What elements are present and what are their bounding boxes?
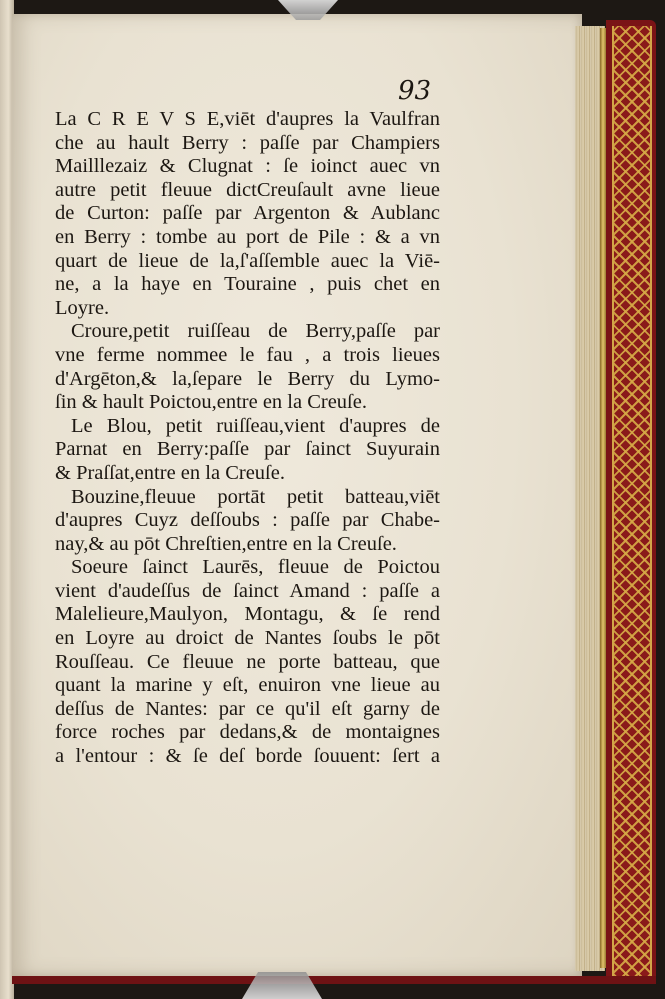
text-line: Rouſſeau. Ce fleuue ne porte batteau, que bbox=[55, 650, 440, 673]
gold-tooled-border bbox=[612, 26, 652, 976]
text-line: Loyre. bbox=[55, 296, 110, 319]
text-line: Malelieure,Maulyon, Montagu, & ſe rend bbox=[55, 603, 440, 626]
text-line: ne, a la haye en Touraine , puis chet en bbox=[55, 273, 440, 296]
text-line: d'aupres Cuyz deſſoubs : paſſe par Chabe- bbox=[55, 509, 440, 532]
text-line: en Berry : tombe au port de Pile : & a vn bbox=[55, 225, 440, 248]
text-line: Mailllezaiz & Clugnat : ſe ioinct auec vn bbox=[55, 155, 440, 178]
text-line: deſſus de Nantes: par ce qu'il eſt garny de bbox=[55, 697, 440, 720]
text-line: Bouzine,fleuue portāt petit batteau,viēt bbox=[71, 485, 440, 508]
text-line: nay,& au pōt Chreſtien,entre en la Creuſe. bbox=[55, 532, 397, 555]
text-line: Croure,petit ruiſſeau de Berry,paſſe par bbox=[71, 320, 440, 343]
text-line: de Curton: paſſe par Argenton & Aublanc bbox=[55, 202, 440, 225]
text-line: a l'entour : & ſe deſ borde ſouuent: ſert a bbox=[55, 745, 440, 768]
text-line: La C R E V S E,viēt d'aupres la Vaulfran bbox=[55, 108, 440, 130]
text-line: & Praſſat,entre en la Creuſe. bbox=[55, 461, 285, 484]
binding-cover-bottom bbox=[12, 976, 656, 984]
text-line: Parnat en Berry:paſſe par ſainct Suyurain bbox=[55, 438, 440, 461]
text-line: force roches par dedans,& de montaignes bbox=[55, 721, 440, 744]
text-line: quant la marine y eſt, enuiron vne lieue au bbox=[55, 674, 440, 697]
text-line: quart de lieue de la,ſ'aſſemble auec la Viē- bbox=[55, 249, 440, 272]
text-block bbox=[55, 108, 440, 769]
text-line: vient d'audeſſus de ſainct Amand : paſſe a bbox=[55, 579, 440, 602]
text-line: Soeure ſainct Laurēs, fleuue de Poictou bbox=[71, 556, 440, 579]
text-line: d'Argēton,& la,ſepare le Berry du Lymo- bbox=[55, 367, 440, 390]
text-line: che au hault Berry : paſſe par Champiers bbox=[55, 131, 440, 154]
text-line: ſin & hault Poictou,entre en la Creuſe. bbox=[55, 391, 367, 414]
text-line: vne ferme nommee le fau , a trois lieues bbox=[55, 343, 440, 366]
text-line: Le Blou, petit ruiſſeau,vient d'aupres de bbox=[71, 414, 440, 437]
text-line: en Loyre au droict de Nantes ſoubs le pōt bbox=[55, 627, 440, 650]
page-number: 93 bbox=[398, 76, 432, 106]
text-line: autre petit fleuue dictCreuſault avne lieue bbox=[55, 178, 440, 201]
